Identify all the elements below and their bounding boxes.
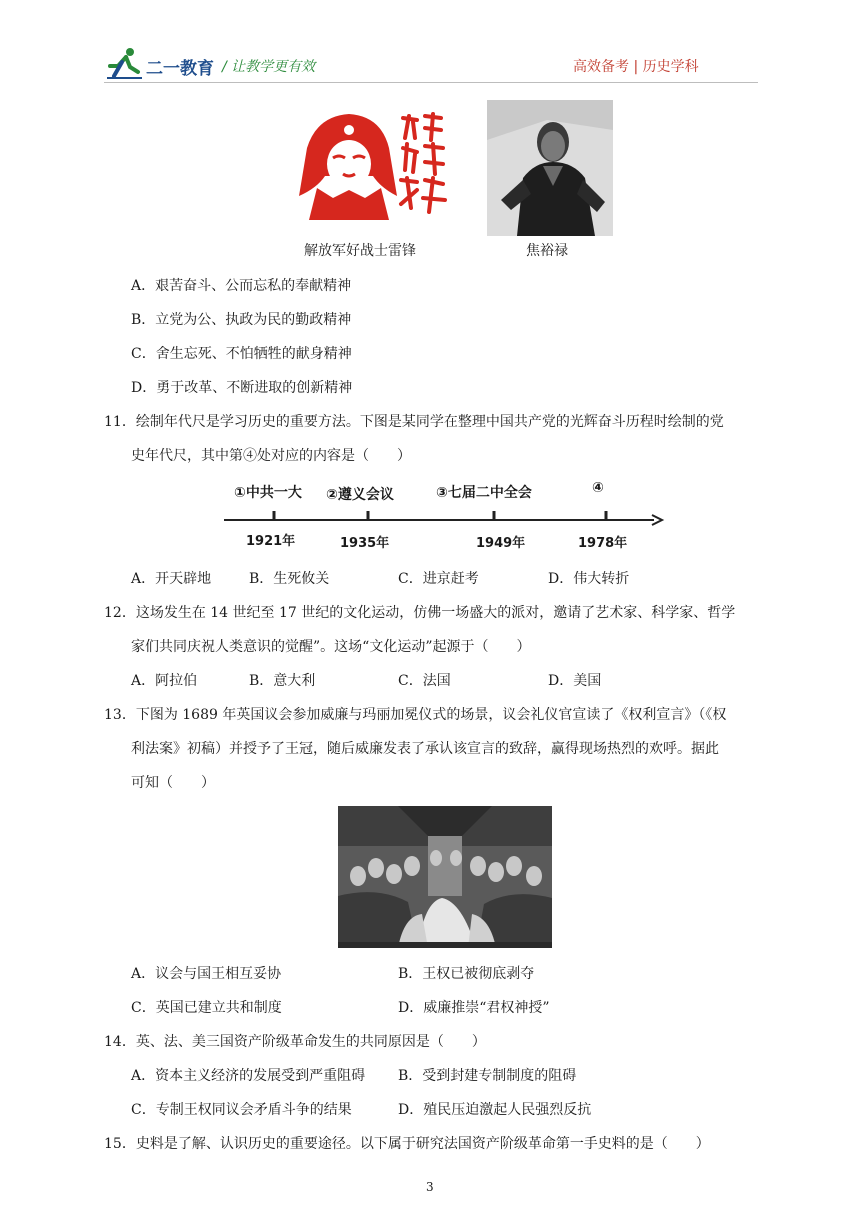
q12-option-a: A．阿拉伯 [131, 673, 198, 689]
q13-stem-line1: 13．下图为 1689 年英国议会参加威廉与玛丽加冕仪式的场景，议会礼仪官宣读了《权利宣言》（《权 [104, 707, 727, 723]
q11-stem-line1: 11．绘制年代尺是学习历史的重要方法。下图是某同学在整理中国共产党的光辉奋斗历程时绘制的党 [104, 414, 724, 430]
timeline-year-3: 1949年 [476, 536, 526, 551]
q13-stem-line3: 可知（ ） [131, 775, 215, 791]
q10-option-d: D．勇于改革、不断进取的创新精神 [131, 380, 353, 396]
q14-option-b: B．受到封建专制制度的阻碍 [398, 1068, 577, 1084]
q14-stem: 14．英、法、美三国资产阶级革命发生的共同原因是（ ） [104, 1034, 486, 1050]
logo-text: 二一教育 [146, 59, 214, 79]
q14-option-a: A．资本主义经济的发展受到严重阻碍 [131, 1068, 366, 1084]
poster-caption: 解放军好战士雷锋 [304, 243, 416, 259]
q12-stem-line1: 12．这场发生在 14 世纪至 17 世纪的文化运动，仿佛一场盛大的派对，邀请了艺术家、科学家、哲学 [104, 605, 736, 621]
q10-option-a: A．艰苦奋斗、公而忘私的奉献精神 [131, 278, 352, 294]
q12-option-c: C．法国 [398, 673, 451, 689]
timeline-year-4: 1978年 [578, 536, 628, 551]
timeline-year-2: 1935年 [340, 536, 390, 551]
timeline-label-1: ①中共一大 [234, 485, 302, 501]
q12-option-b: B．意大利 [249, 673, 316, 689]
timeline-label-2: ②遵义会议 [326, 487, 394, 503]
q11-option-a: A．开天辟地 [131, 571, 212, 587]
jiao-yulu-photo [487, 100, 613, 236]
header-divider [104, 82, 758, 83]
page-number: 3 [426, 1180, 434, 1194]
q12-stem-line2: 家们共同庆祝人类意识的觉醒”。这场“文化运动”起源于（ ） [131, 639, 531, 655]
header-subject: 高效备考 | 历史学科 [573, 59, 699, 75]
header [0, 0, 860, 90]
q14-option-d: D．殖民压迫激起人民强烈反抗 [398, 1102, 592, 1118]
q10-option-c: C．舍生忘死、不怕牺牲的献身精神 [131, 346, 352, 362]
timeline-year-1: 1921年 [246, 534, 296, 549]
q11-stem-line2: 史年代尺，其中第④处对应的内容是（ ） [131, 448, 411, 464]
q11-option-b: B．生死攸关 [249, 571, 330, 587]
q11-option-d: D．伟大转折 [548, 571, 630, 587]
q13-option-b: B．王权已被彻底剥夺 [398, 966, 535, 982]
timeline [220, 478, 670, 558]
header-slogan: / 让教学更有效 [222, 59, 316, 75]
timeline-label-3: ③七届二中全会 [436, 485, 532, 501]
q12-option-d: D．美国 [548, 673, 602, 689]
coronation-engraving [338, 806, 552, 948]
q13-option-a: A．议会与国王相互妥协 [131, 966, 282, 982]
photo-caption: 焦裕禄 [526, 243, 568, 259]
q13-option-d: D．威廉推崇“君权神授” [398, 1000, 550, 1016]
q14-option-c: C．专制王权同议会矛盾斗争的结果 [131, 1102, 352, 1118]
q10-option-b: B．立党为公、执政为民的勤政精神 [131, 312, 352, 328]
logo-runner-icon [104, 46, 144, 80]
q13-stem-line2: 利法案》初稿）并授予了王冠，随后威廉发表了承认该宣言的致辞，赢得现场热烈的欢呼。据此 [131, 741, 719, 757]
q11-option-c: C．进京赶考 [398, 571, 479, 587]
q13-option-c: C．英国已建立共和制度 [131, 1000, 282, 1016]
poster-image [277, 108, 455, 226]
q15-stem: 15．史料是了解、认识历史的重要途径。以下属于研究法国资产阶级革命第一手史料的是（ ） [104, 1136, 710, 1152]
timeline-label-4: ④ [592, 480, 604, 496]
